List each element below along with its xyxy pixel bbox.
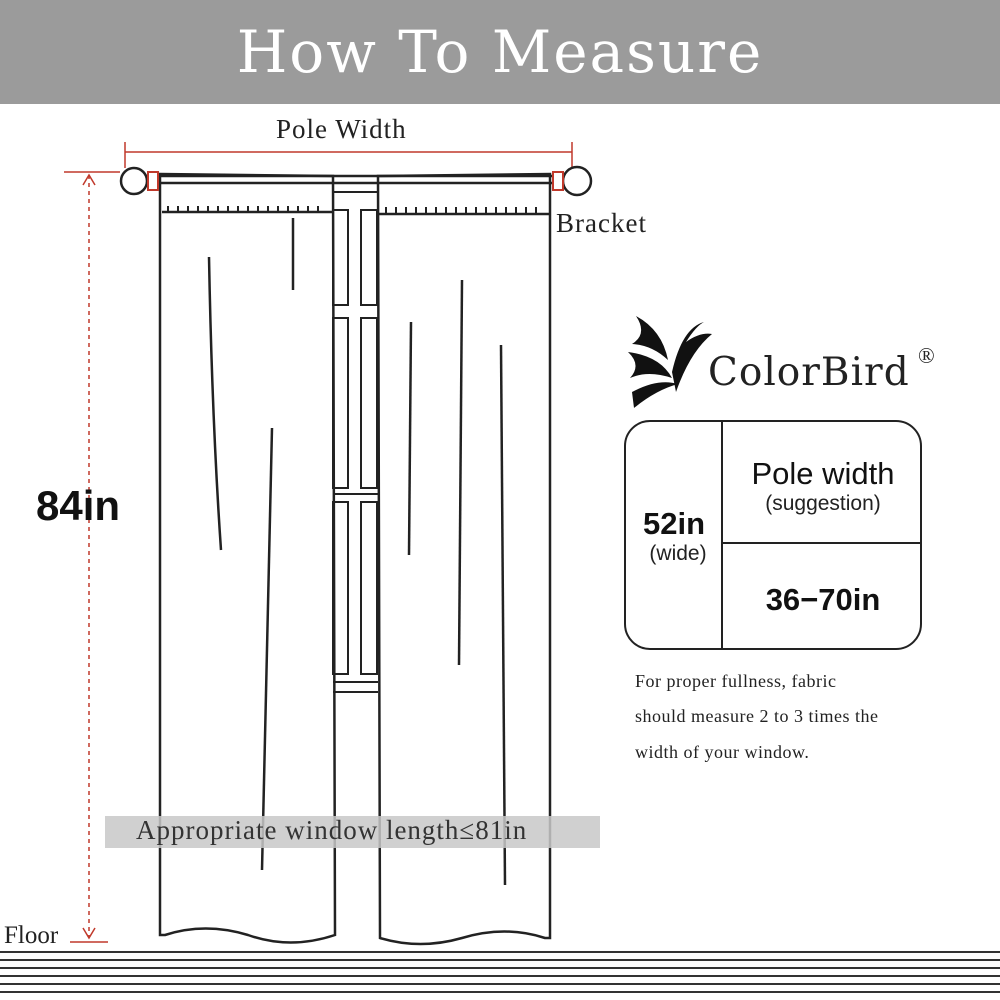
- registered-mark: ®: [918, 343, 935, 368]
- window-length-label: Appropriate window length≤81in: [136, 815, 528, 845]
- left-curtain-folds: [209, 218, 293, 870]
- pole-width-title: Pole width: [751, 456, 895, 491]
- brand-name: ColorBird: [708, 350, 910, 395]
- floor-label: Floor: [4, 922, 59, 949]
- spec-divider-horizontal: [722, 542, 920, 544]
- fullness-note-line: For proper fullness, fabric: [635, 671, 837, 691]
- pole-width-label: Pole Width: [276, 114, 407, 144]
- height-label: 84in: [36, 482, 121, 529]
- page-title: How To Measure: [236, 18, 764, 86]
- right-curtain-folds: [409, 280, 505, 885]
- curtain-width-value: 52in: [642, 506, 706, 541]
- floor-stripes: [0, 952, 1000, 992]
- spec-table: [624, 420, 922, 650]
- right-finial: [563, 167, 591, 195]
- fullness-note-line: width of your window.: [635, 742, 810, 762]
- window-frame: [333, 176, 378, 692]
- pole-width-range: 36−70in: [765, 582, 881, 617]
- left-finial: [121, 168, 147, 194]
- fullness-note-line: should measure 2 to 3 times the: [635, 706, 879, 726]
- pole-width-note: (suggestion): [765, 492, 881, 515]
- colorbird-logo-icon: [628, 316, 712, 408]
- curtain-width-note: (wide): [649, 542, 707, 565]
- left-bracket: [148, 172, 158, 190]
- curtain-rod: [145, 176, 565, 183]
- right-bracket: [553, 172, 563, 190]
- pole-width-dimension: [125, 142, 572, 168]
- bracket-label: Bracket: [556, 208, 647, 238]
